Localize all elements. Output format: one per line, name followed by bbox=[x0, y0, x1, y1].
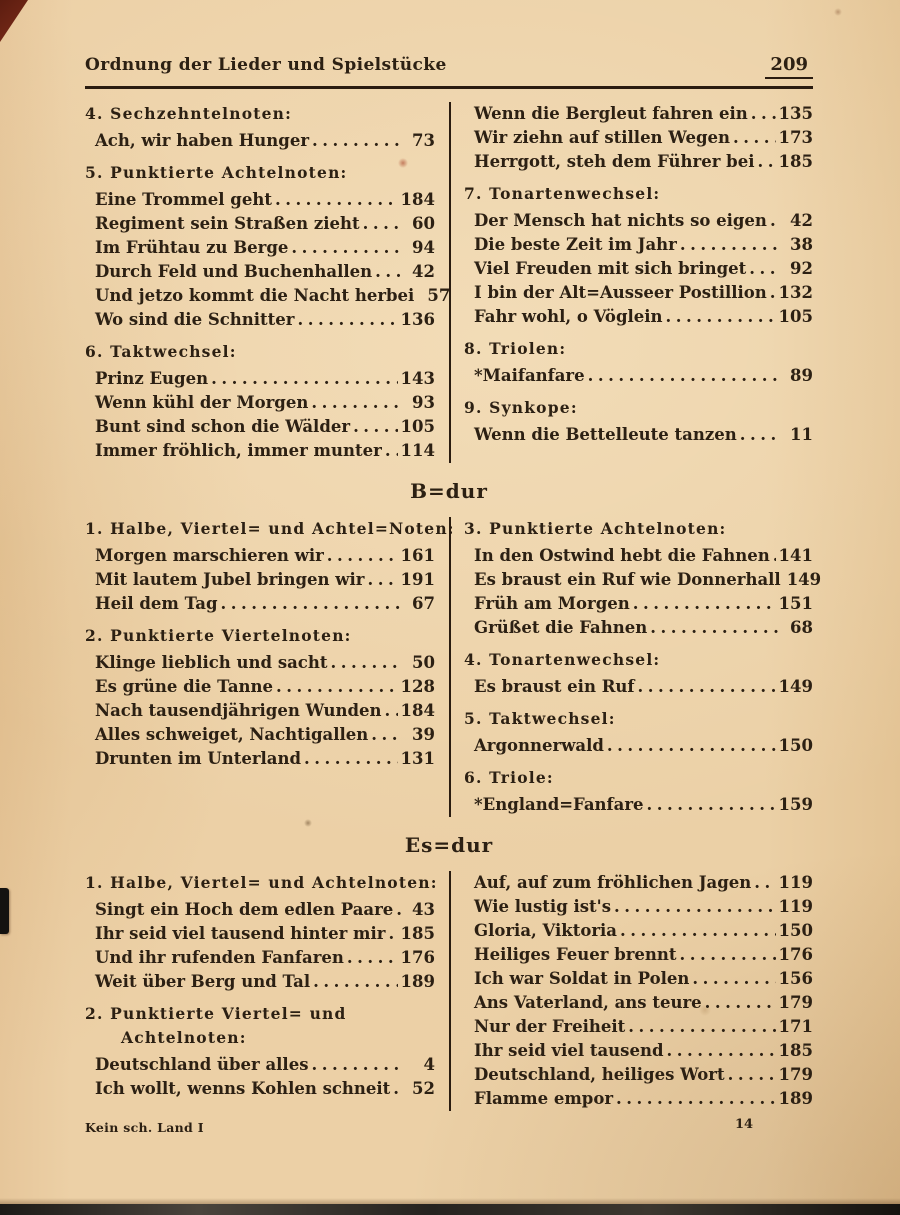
song-page: 149 bbox=[778, 677, 813, 696]
song-title: Gloria, Viktoria bbox=[474, 921, 617, 940]
toc-entry bbox=[85, 129, 435, 153]
song-title: *Maifanfare bbox=[474, 366, 585, 385]
dot-leader bbox=[616, 1087, 776, 1111]
song-title: Wenn die Bettelleute tanzen bbox=[474, 425, 737, 444]
song-title: Argonnerwald bbox=[474, 736, 604, 755]
song-page: 39 bbox=[412, 725, 435, 744]
toc-entry bbox=[464, 305, 813, 329]
song-page: 42 bbox=[412, 262, 435, 281]
toc-entry bbox=[85, 439, 435, 463]
song-title: Mit lautem Jubel bringen wir bbox=[95, 570, 365, 589]
toc-column-left bbox=[85, 517, 455, 817]
song-page: 185 bbox=[400, 924, 435, 943]
toc-column-left bbox=[85, 102, 449, 463]
song-title: Auf, auf zum fröhlichen Jagen bbox=[474, 873, 752, 892]
dot-leader bbox=[393, 1077, 402, 1101]
dot-leader bbox=[384, 699, 397, 723]
toc-entry bbox=[85, 544, 435, 568]
song-page: 136 bbox=[400, 310, 435, 329]
dot-leader bbox=[628, 1015, 775, 1039]
toc-entry bbox=[464, 1063, 813, 1087]
song-page: 150 bbox=[778, 921, 813, 940]
song-title: Deutschland über alles bbox=[95, 1055, 309, 1074]
toc-entry bbox=[85, 367, 435, 391]
header-rule bbox=[85, 86, 813, 89]
dot-leader bbox=[607, 734, 776, 758]
section-heading-line: 1. Halbe, Viertel= und Achtelnoten: bbox=[85, 873, 438, 892]
dot-leader bbox=[633, 592, 776, 616]
toc-entry bbox=[85, 922, 435, 946]
toc bbox=[85, 102, 822, 1111]
dot-leader bbox=[347, 946, 398, 970]
toc-section bbox=[85, 161, 451, 332]
song-page: 150 bbox=[778, 736, 813, 755]
toc-section bbox=[85, 102, 435, 153]
song-page: 191 bbox=[400, 570, 435, 589]
toc-entry bbox=[85, 391, 435, 415]
binding-mark bbox=[0, 888, 9, 934]
song-page: 105 bbox=[778, 307, 813, 326]
dot-leader bbox=[638, 675, 776, 699]
song-title: Es braust ein Ruf bbox=[474, 677, 635, 696]
corner-stain bbox=[0, 0, 28, 42]
toc-entry bbox=[464, 102, 813, 126]
section-heading-line: 4. Sechzehntelnoten: bbox=[85, 104, 293, 123]
toc-entry bbox=[85, 212, 435, 236]
toc-columns bbox=[85, 871, 813, 1111]
song-page: 4 bbox=[423, 1055, 435, 1074]
toc-entry bbox=[464, 568, 822, 592]
dot-leader bbox=[740, 423, 780, 447]
dot-leader bbox=[371, 723, 402, 747]
song-page: 189 bbox=[778, 1089, 813, 1108]
song-title: Ihr seid viel tausend bbox=[474, 1041, 664, 1060]
section-heading-line: 5. Taktwechsel: bbox=[464, 709, 616, 728]
song-page: 151 bbox=[778, 594, 813, 613]
dot-leader bbox=[388, 922, 397, 946]
toc-entry bbox=[464, 364, 813, 388]
song-title: Eine Trommel geht bbox=[95, 190, 272, 209]
toc-section bbox=[85, 624, 435, 771]
dot-leader bbox=[353, 415, 397, 439]
toc-section bbox=[464, 871, 813, 1111]
song-title: I bin der Alt=Ausseer Postillion bbox=[474, 283, 767, 302]
song-page: 176 bbox=[400, 948, 435, 967]
song-title: Und jetzo kommt die Nacht herbei bbox=[95, 286, 415, 305]
section-heading bbox=[85, 102, 435, 126]
song-title: Wo sind die Schnitter bbox=[95, 310, 295, 329]
dot-leader bbox=[770, 209, 780, 233]
song-page: 184 bbox=[400, 701, 435, 720]
toc-section bbox=[85, 1002, 435, 1101]
dot-leader bbox=[367, 568, 397, 592]
toc-entry bbox=[464, 150, 813, 174]
toc-entry bbox=[464, 871, 813, 895]
toc-entry bbox=[464, 967, 813, 991]
signature-mark: Kein sch. Land I bbox=[85, 1120, 204, 1135]
dot-leader bbox=[375, 260, 402, 284]
toc-section bbox=[464, 766, 813, 817]
toc-section bbox=[85, 871, 438, 994]
section-heading-line: 2. Punktierte Viertel= und bbox=[85, 1004, 347, 1023]
song-page: 173 bbox=[778, 128, 813, 147]
dot-leader bbox=[297, 308, 397, 332]
song-page: 114 bbox=[400, 441, 435, 460]
dot-leader bbox=[311, 391, 402, 415]
page-number: 209 bbox=[765, 54, 813, 79]
song-title: Weit über Berg und Tal bbox=[95, 972, 311, 991]
dot-leader bbox=[291, 236, 402, 260]
song-title: Singt ein Hoch dem edlen Paare bbox=[95, 900, 394, 919]
dot-leader bbox=[733, 126, 776, 150]
toc-entry bbox=[85, 1053, 435, 1077]
toc-columns bbox=[85, 517, 822, 817]
song-title: Heiliges Feuer brennt bbox=[474, 945, 677, 964]
dot-leader bbox=[363, 212, 402, 236]
key-heading: B=dur bbox=[410, 479, 488, 503]
page-edge bbox=[0, 1204, 900, 1215]
toc-column-right bbox=[449, 871, 813, 1111]
song-page: 60 bbox=[412, 214, 435, 233]
song-title: Die beste Zeit im Jahr bbox=[474, 235, 677, 254]
song-page: 94 bbox=[412, 238, 435, 257]
dot-leader bbox=[770, 281, 776, 305]
toc-entry bbox=[85, 284, 451, 308]
dot-leader bbox=[327, 544, 398, 568]
song-page: 141 bbox=[778, 546, 813, 565]
song-page: 179 bbox=[778, 1065, 813, 1084]
song-title: Und ihr rufenden Fanfaren bbox=[95, 948, 344, 967]
song-title: Wenn die Bergleut fahren ein bbox=[474, 104, 748, 123]
section-heading-line: Achtelnoten: bbox=[121, 1028, 247, 1047]
song-page: 67 bbox=[412, 594, 435, 613]
section-heading bbox=[85, 871, 438, 895]
song-title: Herrgott, steh dem Führer bei bbox=[474, 152, 755, 171]
page-header bbox=[85, 54, 813, 79]
song-title: Heil dem Tag bbox=[95, 594, 218, 613]
section-heading bbox=[464, 766, 813, 790]
section-heading bbox=[464, 337, 813, 361]
song-page: 149 bbox=[786, 570, 822, 589]
dot-leader bbox=[588, 364, 780, 388]
toc-entry bbox=[85, 747, 435, 771]
toc-entry bbox=[85, 675, 435, 699]
running-title: Ordnung der Lieder und Spielstücke bbox=[85, 55, 447, 75]
song-page: 52 bbox=[412, 1079, 435, 1098]
song-title: Klinge lieblich und sacht bbox=[95, 653, 328, 672]
toc-columns bbox=[85, 102, 813, 463]
song-page: 189 bbox=[400, 972, 435, 991]
song-page: 185 bbox=[778, 1041, 813, 1060]
song-page: 171 bbox=[778, 1017, 813, 1036]
page-footer bbox=[85, 1117, 813, 1140]
toc-block bbox=[85, 833, 813, 1111]
toc-entry bbox=[85, 699, 435, 723]
sheet-number: 14 bbox=[735, 1117, 754, 1132]
toc-entry bbox=[85, 970, 435, 994]
song-title: Es grüne die Tanne bbox=[95, 677, 274, 696]
section-heading-line: 9. Synkope: bbox=[464, 398, 578, 417]
section-heading bbox=[85, 340, 435, 364]
dot-leader bbox=[211, 367, 397, 391]
song-page: 119 bbox=[778, 897, 813, 916]
toc-section bbox=[464, 182, 813, 329]
song-title: Flamme empor bbox=[474, 1089, 614, 1108]
toc-entry bbox=[464, 592, 813, 616]
dot-leader bbox=[650, 616, 780, 640]
toc-section bbox=[464, 648, 813, 699]
toc-entry bbox=[85, 651, 435, 675]
section-heading bbox=[85, 517, 455, 541]
toc-entry bbox=[464, 281, 813, 305]
toc-section bbox=[464, 707, 813, 758]
toc-entry bbox=[85, 592, 435, 616]
toc-entry bbox=[464, 233, 813, 257]
toc-entry bbox=[85, 1077, 435, 1101]
section-heading bbox=[464, 707, 813, 731]
toc-section bbox=[464, 396, 813, 447]
song-title: Ich wollt, wenns Kohlen schneit bbox=[95, 1079, 391, 1098]
dot-leader bbox=[313, 970, 397, 994]
song-page: 42 bbox=[790, 211, 813, 230]
dot-leader bbox=[275, 188, 398, 212]
song-title: Wenn kühl der Morgen bbox=[95, 393, 309, 412]
dot-leader bbox=[614, 895, 776, 919]
dot-leader bbox=[330, 651, 402, 675]
song-title: Ihr seid viel tausend hinter mir bbox=[95, 924, 386, 943]
dot-leader bbox=[221, 592, 402, 616]
toc-entry bbox=[85, 236, 435, 260]
section-heading bbox=[85, 624, 435, 648]
song-title: Wir ziehn auf stillen Wegen bbox=[474, 128, 731, 147]
toc-entry bbox=[464, 423, 813, 447]
dot-leader bbox=[757, 150, 775, 174]
section-heading-line: 7. Tonartenwechsel: bbox=[464, 184, 661, 203]
dot-leader bbox=[680, 233, 780, 257]
toc-section bbox=[85, 517, 455, 616]
song-title: Ans Vaterland, ans teure bbox=[474, 993, 702, 1012]
song-page: 89 bbox=[790, 366, 813, 385]
dot-leader bbox=[385, 439, 398, 463]
toc-column-right bbox=[449, 102, 813, 463]
section-heading-line: 4. Tonartenwechsel: bbox=[464, 650, 661, 669]
song-title: *England=Fanfare bbox=[474, 795, 644, 814]
section-heading-line: 3. Punktierte Achtelnoten: bbox=[464, 519, 727, 538]
dot-leader bbox=[312, 129, 402, 153]
song-title: Früh am Morgen bbox=[474, 594, 630, 613]
song-page: 179 bbox=[778, 993, 813, 1012]
song-page: 57 bbox=[427, 286, 451, 305]
key-heading: Es=dur bbox=[404, 833, 494, 857]
section-heading-line: 2. Punktierte Viertelnoten: bbox=[85, 626, 352, 645]
toc-entry bbox=[464, 793, 813, 817]
song-page: 92 bbox=[790, 259, 813, 278]
song-title: Drunten im Unterland bbox=[95, 749, 302, 768]
song-title: Ach, wir haben Hunger bbox=[95, 131, 310, 150]
song-page: 159 bbox=[778, 795, 813, 814]
dot-leader bbox=[751, 102, 776, 126]
section-heading bbox=[85, 161, 435, 185]
toc-entry bbox=[464, 126, 813, 150]
toc-entry bbox=[85, 415, 435, 439]
section-heading bbox=[464, 648, 813, 672]
song-page: 11 bbox=[790, 425, 813, 444]
toc-entry bbox=[464, 1087, 813, 1111]
song-page: 73 bbox=[412, 131, 435, 150]
toc-entry bbox=[85, 568, 435, 592]
toc-entry bbox=[85, 723, 435, 747]
song-page: 132 bbox=[778, 283, 813, 302]
toc-entry bbox=[464, 544, 813, 568]
song-page: 185 bbox=[778, 152, 813, 171]
section-heading bbox=[464, 396, 813, 420]
toc-section bbox=[85, 340, 435, 463]
song-title: Fahr wohl, o Vöglein bbox=[474, 307, 663, 326]
toc-entry bbox=[85, 308, 435, 332]
song-page: 161 bbox=[400, 546, 435, 565]
dot-leader bbox=[728, 1063, 776, 1087]
toc-entry bbox=[464, 209, 813, 233]
toc-entry bbox=[464, 675, 813, 699]
song-page: 128 bbox=[400, 677, 435, 696]
song-title: Alles schweiget, Nachtigallen bbox=[95, 725, 369, 744]
song-title: Prinz Eugen bbox=[95, 369, 209, 388]
song-page: 131 bbox=[400, 749, 435, 768]
song-page: 119 bbox=[778, 873, 813, 892]
dot-leader bbox=[311, 1053, 402, 1077]
dot-leader bbox=[396, 898, 402, 922]
song-title: Grüßet die Fahnen bbox=[474, 618, 648, 637]
toc-column-left bbox=[85, 871, 449, 1111]
toc-section bbox=[464, 102, 813, 174]
song-page: 184 bbox=[400, 190, 435, 209]
toc-column-right bbox=[449, 517, 822, 817]
toc-entry bbox=[464, 734, 813, 758]
song-title: Es braust ein Ruf wie Donnerhall bbox=[474, 570, 781, 589]
toc-entry bbox=[464, 1015, 813, 1039]
dot-leader bbox=[620, 919, 776, 943]
song-page: 50 bbox=[412, 653, 435, 672]
toc-entry bbox=[85, 898, 435, 922]
song-title: In den Ostwind hebt die Fahnen bbox=[474, 546, 770, 565]
section-heading-line: 6. Taktwechsel: bbox=[85, 342, 237, 361]
song-page: 176 bbox=[778, 945, 813, 964]
toc-block bbox=[85, 479, 822, 817]
song-title: Wie lustig ist's bbox=[474, 897, 611, 916]
dot-leader bbox=[749, 257, 780, 281]
dot-leader bbox=[666, 305, 776, 329]
toc-entry bbox=[464, 919, 813, 943]
song-title: Viel Freuden mit sich bringet bbox=[474, 259, 747, 278]
section-heading bbox=[85, 1002, 435, 1050]
song-title: Der Mensch hat nichts so eigen bbox=[474, 211, 767, 230]
toc-entry bbox=[464, 895, 813, 919]
song-page: 38 bbox=[790, 235, 813, 254]
song-title: Ich war Soldat in Polen bbox=[474, 969, 690, 988]
toc-entry bbox=[464, 1039, 813, 1063]
dot-leader bbox=[705, 991, 776, 1015]
section-heading-line: 6. Triole: bbox=[464, 768, 554, 787]
toc-entry bbox=[85, 260, 435, 284]
toc-entry bbox=[85, 946, 435, 970]
dot-leader bbox=[666, 1039, 775, 1063]
dot-leader bbox=[773, 544, 776, 568]
song-title: Morgen marschieren wir bbox=[95, 546, 324, 565]
toc-section bbox=[464, 337, 813, 388]
toc-entry bbox=[85, 188, 435, 212]
song-page: 68 bbox=[790, 618, 813, 637]
section-heading-line: 5. Punktierte Achtelnoten: bbox=[85, 163, 348, 182]
dot-leader bbox=[304, 747, 398, 771]
dot-leader bbox=[692, 967, 775, 991]
toc-section bbox=[464, 517, 822, 640]
toc-entry bbox=[464, 257, 813, 281]
song-page: 93 bbox=[412, 393, 435, 412]
section-heading bbox=[464, 182, 813, 206]
dot-leader bbox=[647, 793, 776, 817]
section-heading-line: 1. Halbe, Viertel= und Achtel=Noten: bbox=[85, 519, 455, 538]
song-title: Regiment sein Straßen zieht bbox=[95, 214, 360, 233]
song-page: 156 bbox=[778, 969, 813, 988]
song-page: 143 bbox=[400, 369, 435, 388]
song-title: Durch Feld und Buchenhallen bbox=[95, 262, 373, 281]
toc-entry bbox=[464, 616, 813, 640]
dot-leader bbox=[754, 871, 775, 895]
song-page: 105 bbox=[400, 417, 435, 436]
song-title: Deutschland, heiliges Wort bbox=[474, 1065, 725, 1084]
dot-leader bbox=[276, 675, 398, 699]
song-title: Nach tausendjährigen Wunden bbox=[95, 701, 382, 720]
toc-entry bbox=[464, 991, 813, 1015]
dot-leader bbox=[680, 943, 776, 967]
section-heading bbox=[464, 517, 813, 541]
toc-block bbox=[85, 102, 813, 463]
song-title: Bunt sind schon die Wälder bbox=[95, 417, 351, 436]
song-page: 43 bbox=[412, 900, 435, 919]
toc-entry bbox=[464, 943, 813, 967]
song-title: Immer fröhlich, immer munter bbox=[95, 441, 382, 460]
song-title: Nur der Freiheit bbox=[474, 1017, 626, 1036]
song-page: 135 bbox=[778, 104, 813, 123]
section-heading-line: 8. Triolen: bbox=[464, 339, 567, 358]
song-title: Im Frühtau zu Berge bbox=[95, 238, 289, 257]
